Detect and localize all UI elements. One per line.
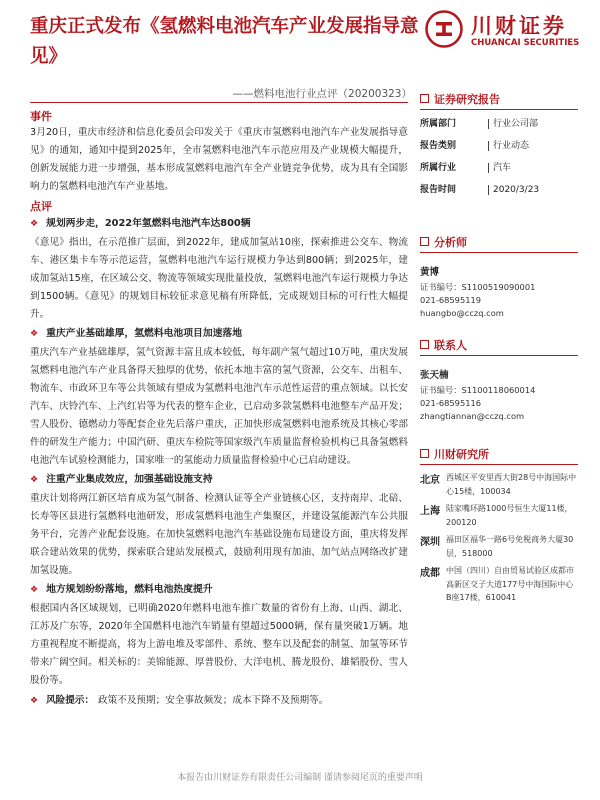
- point-heading: [30, 214, 408, 234]
- point-heading-text: 重庆产业基础雄厚，氢燃料电池项目加速落地: [46, 328, 243, 339]
- logo-text-en: CHUANCAI SECURITIES: [471, 38, 580, 48]
- point-heading: [30, 580, 408, 600]
- analyst-email[interactable]: huangbo@cczq.com: [420, 308, 504, 318]
- point-heading-text: 注重产业集成效应，加强基础设施支持: [46, 474, 213, 485]
- risk-text: 政策不及预期；安全事故频发；成本下降不及预期等。: [98, 695, 329, 706]
- office-address: 福田区福华一路6号免税商务大厦30层，518000: [446, 535, 574, 558]
- info-value: 行业公司部: [488, 119, 538, 129]
- office-address: 中国（四川）自由贸易试验区成都市高新区交子大道177号中海国际中心B座17楼，610041: [446, 566, 574, 602]
- institute-title: 川财研究所: [434, 447, 489, 461]
- office-chengdu: [420, 564, 578, 605]
- square-marker-icon: [420, 340, 429, 349]
- info-value: 汽车: [488, 163, 511, 173]
- info-row-date: [420, 179, 578, 201]
- office-address: 西城区平安里西大街28号中海国际中心15楼，100034: [446, 473, 577, 496]
- chuancai-logo-icon: [425, 10, 463, 48]
- office-beijing: [420, 471, 578, 498]
- office-city: 深圳: [420, 537, 440, 548]
- logo-text-cn: 川财证券: [471, 14, 567, 38]
- contact-name: 张天楠: [420, 370, 449, 381]
- office-shanghai: [420, 502, 578, 529]
- diamond-bullet-icon: ❖: [30, 585, 39, 595]
- risk-warning: [30, 690, 408, 712]
- header-divider: [30, 102, 408, 103]
- report-info-heading: [420, 88, 578, 110]
- analyst-heading: [420, 231, 578, 253]
- info-row-department: [420, 113, 578, 135]
- office-shenzhen: [420, 533, 578, 560]
- diamond-bullet-icon: ❖: [30, 696, 39, 706]
- point-paragraph: 《意见》指出，在示范推广层面，到2022年，建成加氢站10座，探索推进公交车、物流车、港区集卡车等示范运营，氢燃料电池汽车运行规模力争达到800辆；到2025年，建成加氢站15座，在区域公交、物流等领域实现批量投放，氢燃料电池汽车运行规模力争达到1500辆。《意见》的规划目标较征求意见稿有所降低，完成规划目标的可行性大幅提升。: [30, 237, 408, 320]
- square-marker-icon: [420, 237, 429, 246]
- main-content: [30, 106, 408, 712]
- diamond-bullet-icon: ❖: [30, 475, 39, 485]
- point-paragraph: 根据国内各区域规划，已明确2020年燃料电池车推广数量的省份有上海、山西、湖北、江苏及广东等，2020年全国燃料电池汽车销量有望超过5000辆，保有量突破1万辆。地方重视程度不断提高，将为上游电堆及零部件、系统、整车以及配套的制氢、加氢等环节带来广阔空间。相关标的：美锦能源、厚普股份、大洋电机、腾龙股份、雄韬股份、雪人股份等。: [30, 603, 408, 686]
- point-heading: [30, 470, 408, 490]
- info-value: 行业动态: [488, 141, 529, 151]
- info-key: 所属行业: [420, 163, 457, 173]
- analyst-phone: 021-68595119: [420, 295, 482, 305]
- point-heading: [30, 324, 408, 344]
- company-logo: [425, 8, 590, 52]
- analyst-card: [420, 265, 578, 320]
- office-city: 上海: [420, 506, 440, 517]
- diamond-bullet-icon: ❖: [30, 329, 39, 339]
- diamond-bullet-icon: ❖: [30, 219, 39, 229]
- report-info-title: 证券研究报告: [434, 92, 500, 106]
- office-address: 陆家嘴环路1000号恒生大厦11楼，200120: [446, 504, 573, 527]
- contact-heading: [420, 334, 578, 356]
- event-paragraph: 3月20日，重庆市经济和信息化委员会印发关于《重庆市氢燃料电池汽车产业发展指导意见》的通知，通知中提到2025年，全市氢燃料电池汽车示范应用及产业规模大幅提升，创新发展能力进一步增强，基本形成氢燃料电池汽车全产业链竞争优势，成为具有全国影响力的氢燃料电池汽车产业基地。: [30, 127, 408, 192]
- report-subtitle: ——燃料电池行业点评（20200323）: [232, 88, 412, 100]
- info-key: 报告时间: [420, 185, 457, 195]
- sidebar: [420, 88, 578, 605]
- contact-phone: 021-68595116: [420, 398, 482, 408]
- event-heading: 事件: [30, 110, 52, 123]
- office-city: 北京: [420, 475, 440, 486]
- square-marker-icon: [420, 94, 429, 103]
- analyst-name: 黄博: [420, 267, 440, 278]
- point-heading-text: 规划两步走，2022年氢燃料电池汽车达800辆: [46, 218, 251, 229]
- page-footer: 本报告由川财证券有限责任公司编制 谨请参阅尾页的重要声明: [177, 773, 423, 783]
- point-heading-text: 地方规划纷纷落地，燃料电池热度提升: [46, 584, 213, 595]
- comment-heading: 点评: [30, 200, 52, 213]
- analyst-title: 分析师: [434, 235, 467, 249]
- info-row-category: [420, 135, 578, 157]
- point-paragraph: 重庆计划将两江新区培育成为氢气制备、检测认证等全产业链核心区，支持南岸、北碚、长寿等区县进行氢燃料电池研发，形成氢燃料电池生产集聚区，并建设氢能源汽车公共服务平台，完善产业配套设施。在加快氢燃料电池汽车基础设施布局建设方面，重庆将发挥联合建站效果的优势，探索联合建站发展模式，鼓励利用现有加油、加气站点网络改扩建加氢设施。: [30, 493, 408, 576]
- risk-label: 风险提示：: [46, 695, 95, 706]
- contact-email[interactable]: zhangtiannan@cczq.com: [420, 411, 525, 421]
- report-title: 重庆正式发布《氢燃料电池汽车产业发展指导意见》: [30, 16, 419, 67]
- analyst-cert: 证书编号：S1100519090001: [420, 282, 536, 292]
- info-key: 报告类别: [420, 141, 457, 151]
- info-key: 所属部门: [420, 119, 457, 129]
- office-city: 成都: [420, 568, 440, 579]
- contact-card: [420, 368, 578, 423]
- info-value: 2020/3/23: [488, 185, 539, 195]
- info-row-industry: [420, 157, 578, 179]
- contact-title: 联系人: [434, 338, 467, 352]
- contact-cert: 证书编号：S1100118060014: [420, 385, 536, 395]
- point-paragraph: 重庆汽车产业基础雄厚，氢气资源丰富且成本较低，每年副产氢气超过10万吨，重庆发展氢燃料电池汽车产业具备得天独厚的优势，依托本地丰富的氢气资源，公交车、出租车、物流车、市政环卫车等公共领域有望成为氢燃料电池汽车示范性运营的重点领域。以长安汽车、庆铃汽车、上汽红岩等为代表的整车企业，已启动多款氢燃料电池整车产品开发；雪人股份、德燃动力等配套企业先后落户重庆，正加快形成氢燃料电池系统及其核心零部件的研发生产能力；中国汽研、重庆车检院等国家级汽车质量监督检验机构已具备氢燃料电池汽车试验检测能力，国家唯一的氢能动力质量监督检验中心已启动建设。: [30, 347, 408, 466]
- square-marker-icon: [420, 449, 429, 458]
- institute-heading: [420, 443, 578, 465]
